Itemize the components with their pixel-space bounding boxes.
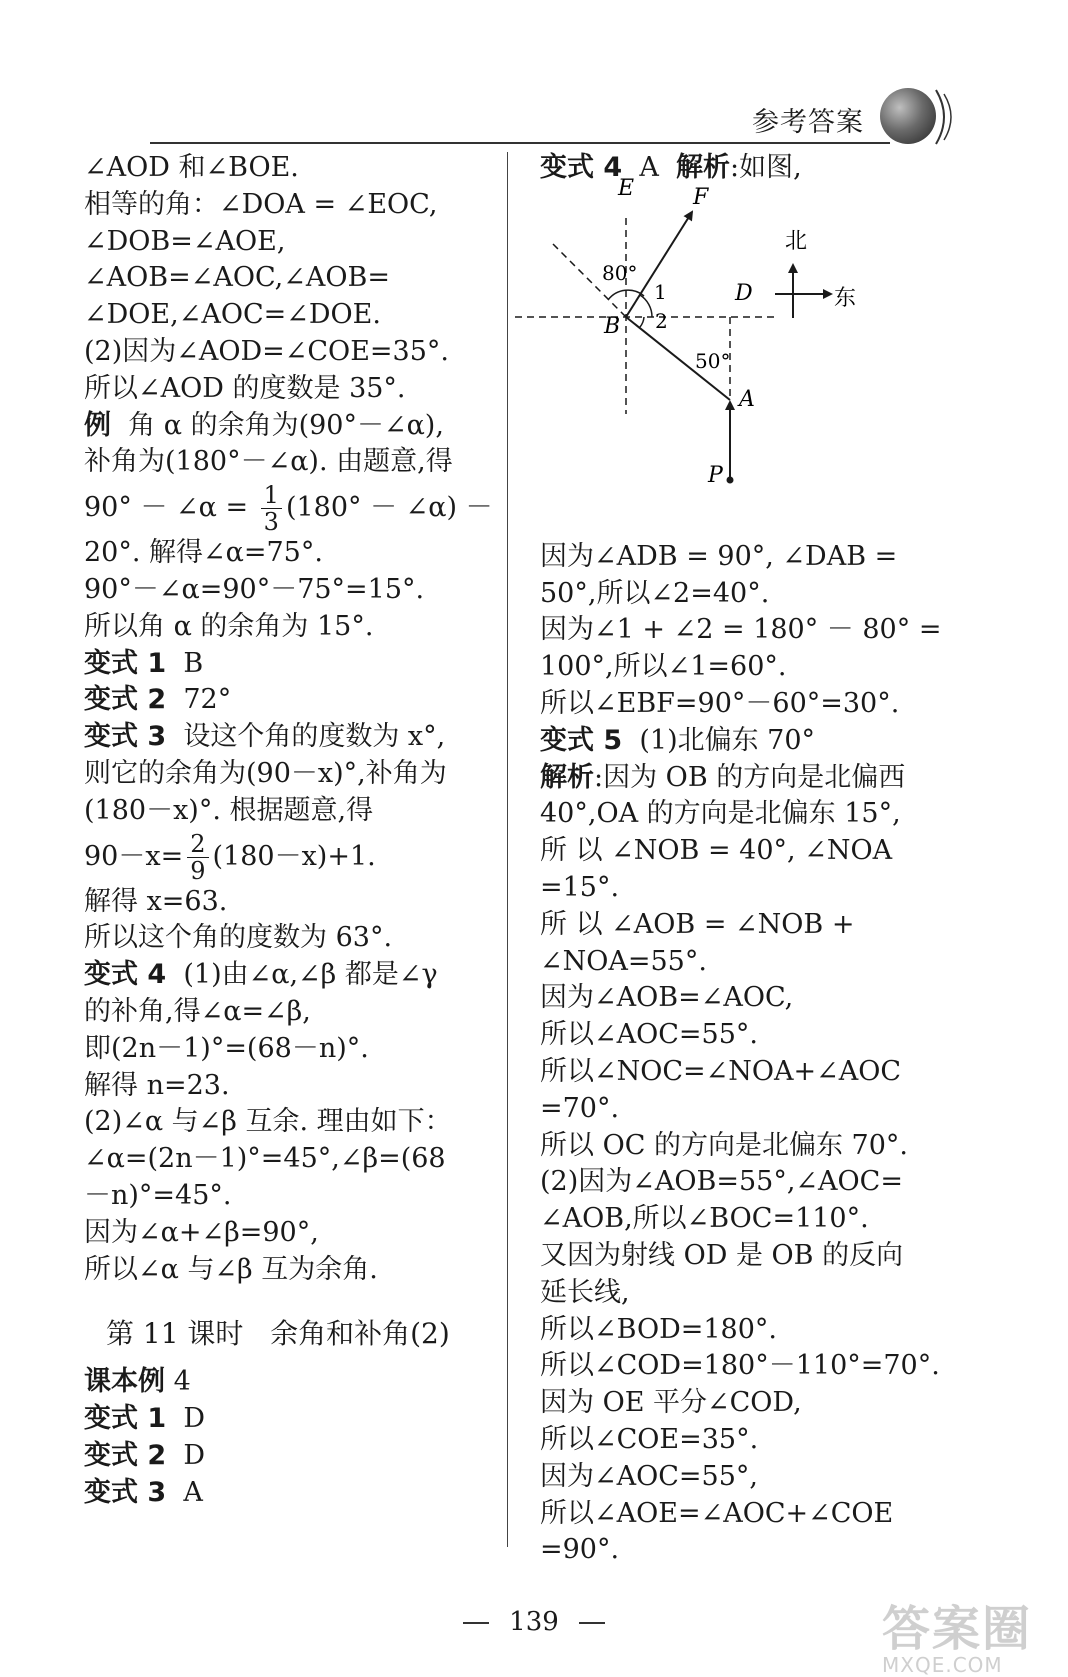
variant-line bbox=[540, 150, 940, 187]
point-p bbox=[727, 477, 734, 484]
text-line: ∠DOE,∠AOC=∠DOE. bbox=[84, 299, 381, 331]
text-line: 因为∠1 + ∠2 = 180° － 80° = bbox=[540, 614, 942, 646]
text-line: ∠α=(2n－1)°=45°,∠β=(68 bbox=[84, 1143, 446, 1175]
variant-line bbox=[84, 719, 484, 756]
variant-answer: (1)由∠α,∠β 都是∠γ bbox=[166, 959, 438, 991]
text-line: 100°,所以∠1=60°. bbox=[540, 651, 787, 683]
text-line: 延长线, bbox=[540, 1276, 630, 1308]
textbook-example-answer: 4 bbox=[165, 1366, 191, 1398]
variant-answer: A bbox=[166, 1476, 203, 1508]
analysis-text: :如图, bbox=[730, 152, 802, 183]
watermark-logo: 答案圈 bbox=[882, 1601, 1033, 1657]
label-f: F bbox=[693, 185, 709, 210]
fraction-numerator: 2 bbox=[187, 831, 208, 858]
text-line: 所以∠BOD=180°. bbox=[540, 1313, 777, 1345]
variant-answer: D bbox=[166, 1439, 205, 1471]
text-line: 所以∠AOD 的度数是 35°. bbox=[84, 372, 406, 404]
variant-label: 变式 2 bbox=[84, 684, 167, 716]
text-line: (2)因为∠AOD=∠COE=35°. bbox=[84, 335, 449, 367]
text-line: 则它的余角为(90－x)°,补角为 bbox=[84, 757, 447, 789]
text-line: 50°,所以∠2=40°. bbox=[540, 577, 770, 609]
variant-label: 变式 3 bbox=[84, 721, 167, 753]
text-line: 所 以 ∠AOB = ∠NOB + bbox=[540, 908, 855, 940]
example-line bbox=[84, 408, 484, 445]
text-line: 所以∠NOC=∠NOA+∠AOC bbox=[540, 1055, 902, 1087]
text-line: 所以这个角的度数为 63°. bbox=[84, 922, 393, 954]
analysis-line bbox=[540, 760, 940, 797]
header-label: 参考答案 bbox=[752, 107, 864, 138]
variant-answer: 设这个角的度数为 x°, bbox=[166, 721, 446, 753]
text-line: －n)°=45°. bbox=[84, 1179, 232, 1211]
variant-line bbox=[84, 646, 484, 683]
angle-2-arc bbox=[640, 317, 644, 327]
text-line: 所以∠AOE=∠AOC+∠COE bbox=[540, 1497, 894, 1529]
section-title: 第 11 课时 余角和补角(2) bbox=[106, 1317, 450, 1351]
text-line: ∠AOB,所以∠BOC=110°. bbox=[540, 1203, 869, 1235]
text-line: 20°. 解得∠α=75°. bbox=[84, 537, 323, 569]
variant-line bbox=[84, 682, 484, 719]
text-line: 解得 x=63. bbox=[84, 885, 228, 917]
fraction-denominator: 9 bbox=[190, 856, 206, 885]
example-text: 角 α 的余角为(90°－∠α), bbox=[111, 409, 444, 441]
variant-line bbox=[84, 957, 484, 994]
text-line: =90°. bbox=[540, 1534, 620, 1566]
dash bbox=[579, 1622, 605, 1624]
compass-north-label: 北 bbox=[785, 229, 808, 254]
variant-answer: (1)北偏东 70° bbox=[622, 724, 816, 756]
variant-answer: A bbox=[622, 152, 677, 183]
equation-part: 90° － ∠α = bbox=[84, 492, 257, 524]
textbook-example-label: 课本例 bbox=[84, 1366, 165, 1398]
watermark bbox=[882, 1590, 1032, 1677]
variant-line bbox=[84, 1438, 484, 1475]
text-line: 90°－∠α=90°－75°=15°. bbox=[84, 573, 425, 605]
analysis-label: 解析 bbox=[676, 152, 731, 183]
text-line: 所以∠COD=180°－110°=70°. bbox=[540, 1350, 940, 1382]
compass-east-label: 东 bbox=[834, 286, 857, 311]
text-line: 所以 OC 的方向是北偏东 70°. bbox=[540, 1129, 908, 1161]
text-line: 又因为射线 OD 是 OB 的反向 bbox=[540, 1239, 904, 1271]
fraction-numerator: 1 bbox=[261, 482, 282, 509]
watermark-url: MXQE.COM bbox=[882, 1653, 1003, 1677]
direction-diagram bbox=[540, 176, 900, 520]
label-angle-1: 1 bbox=[654, 280, 667, 304]
label-d: D bbox=[735, 281, 753, 306]
fraction bbox=[261, 482, 282, 535]
analysis-label: 解析 bbox=[540, 761, 594, 793]
variant-label: 变式 5 bbox=[540, 724, 623, 756]
text-line: 所以∠AOC=55°. bbox=[540, 1019, 758, 1051]
analysis-text: :因为 OB 的方向是北偏西 bbox=[594, 761, 906, 793]
equation-part: (180－x)+1. bbox=[212, 840, 376, 872]
text-line: 解得 n=23. bbox=[84, 1069, 230, 1101]
text-line: 所 以 ∠NOB = 40°, ∠NOA bbox=[540, 835, 893, 867]
equation-part: 90－x= bbox=[84, 840, 184, 872]
text-line: =15°. bbox=[540, 871, 620, 903]
variant-line bbox=[84, 1401, 484, 1438]
fraction-denominator: 3 bbox=[263, 508, 279, 537]
left-column bbox=[84, 150, 493, 1512]
variant-line bbox=[540, 723, 940, 760]
label-b: B bbox=[604, 314, 621, 339]
equation-part: (180° － ∠α) － bbox=[285, 492, 493, 524]
text-line: 因为∠ADB = 90°, ∠DAB = bbox=[540, 540, 898, 572]
text-line: 相等的角：∠DOA = ∠EOC, bbox=[84, 188, 438, 220]
text-line: ∠AOB=∠AOC,∠AOB= bbox=[84, 262, 390, 294]
label-e: E bbox=[618, 176, 635, 201]
text-line: (2)∠α 与∠β 互余. 理由如下： bbox=[84, 1106, 452, 1138]
label-p: P bbox=[708, 463, 723, 488]
label-angle-80: 80° bbox=[602, 261, 638, 285]
text-line: 所以角 α 的余角为 15°. bbox=[84, 610, 374, 642]
page-number: 139 bbox=[509, 1607, 559, 1637]
variant-label: 变式 2 bbox=[84, 1439, 167, 1471]
variant-line bbox=[84, 1475, 484, 1512]
text-line: 所以∠α 与∠β 互为余角. bbox=[84, 1253, 378, 1285]
textbook-example-line bbox=[84, 1364, 484, 1401]
label-angle-2: 2 bbox=[655, 309, 668, 333]
header-arc-decoration bbox=[920, 82, 960, 152]
angle-1-arc bbox=[640, 295, 652, 317]
text-line: 即(2n－1)°=(68－n)°. bbox=[84, 1032, 369, 1064]
equation-line bbox=[84, 481, 493, 537]
text-line: 补角为(180°－∠α). 由题意,得 bbox=[84, 446, 453, 478]
variant-answer: B bbox=[166, 647, 204, 679]
variant-label: 变式 3 bbox=[84, 1476, 167, 1508]
text-line: ∠DOB=∠AOE, bbox=[84, 225, 286, 257]
text-line: 因为∠AOC=55°, bbox=[540, 1460, 758, 1492]
text-line: 所以∠EBF=90°－60°=30°. bbox=[540, 687, 900, 719]
variant-label: 变式 4 bbox=[84, 959, 167, 991]
text-line: ∠NOA=55°. bbox=[540, 945, 707, 977]
text-line: =70°. bbox=[540, 1092, 620, 1124]
variant-label: 变式 4 bbox=[540, 152, 623, 183]
variant-label: 变式 1 bbox=[84, 1403, 167, 1435]
example-label: 例 bbox=[84, 409, 111, 441]
header-rule bbox=[150, 142, 890, 144]
fraction bbox=[187, 831, 208, 884]
variant-answer: D bbox=[166, 1403, 205, 1435]
text-line: 因为∠α+∠β=90°, bbox=[84, 1216, 319, 1248]
equation-line bbox=[84, 830, 484, 884]
text-line: 因为∠AOB=∠AOC, bbox=[540, 982, 794, 1014]
text-line: 的补角,得∠α=∠β, bbox=[84, 995, 311, 1027]
text-line: (2)因为∠AOB=55°,∠AOC= bbox=[540, 1166, 903, 1198]
text-line: 所以∠COE=35°. bbox=[540, 1423, 759, 1455]
text-line: (180－x)°. 根据题意,得 bbox=[84, 794, 374, 826]
text-line: ∠AOD 和∠BOE. bbox=[84, 152, 299, 183]
label-a: A bbox=[739, 387, 755, 412]
column-divider bbox=[507, 152, 508, 1547]
variant-label: 变式 1 bbox=[84, 647, 167, 679]
text-line: 因为 OE 平分∠COD, bbox=[540, 1387, 802, 1419]
label-angle-50: 50° bbox=[695, 349, 731, 373]
variant-answer: 72° bbox=[166, 684, 232, 716]
dash bbox=[463, 1622, 489, 1624]
text-line: 40°,OA 的方向是北偏东 15°, bbox=[540, 798, 901, 830]
